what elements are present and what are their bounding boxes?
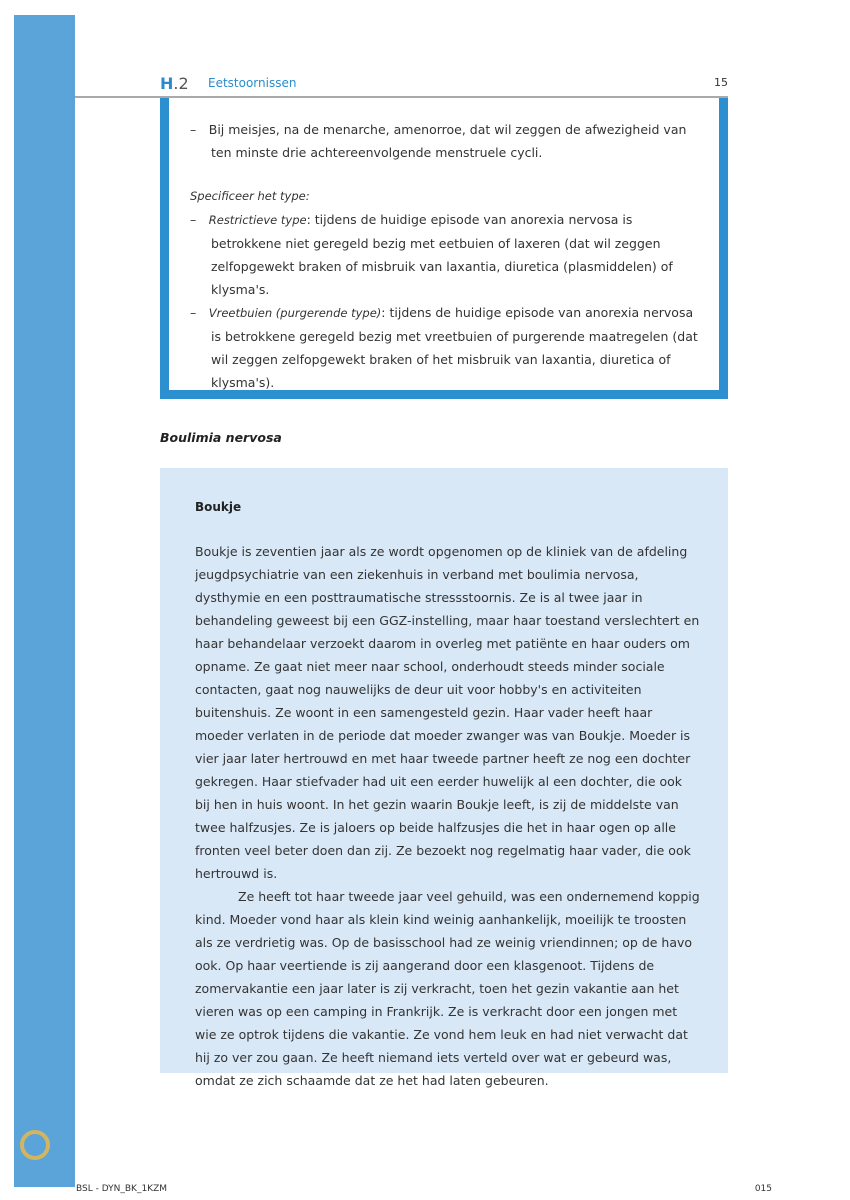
footer-page-number: 015 [754, 1184, 772, 1194]
section-heading: Boulimia nervosa [160, 430, 282, 445]
chapter-number: H.2 [160, 74, 189, 93]
watermark-logo-icon [20, 1130, 50, 1160]
criteria-item-menarche: – Bij meisjes, na de menarche, amenorroe, dat wil zeggen de afwezigheid van ten minste drie achtereenvolgende menstruele cycli. [190, 122, 687, 160]
page-header [75, 68, 728, 98]
case-title: Boukje [195, 500, 242, 514]
criteria-text [190, 118, 700, 394]
specify-type-label: Specificeer het type: [190, 189, 310, 203]
page-number: 15 [714, 76, 728, 89]
criteria-item-restrictive: – Restrictieve type: tijdens de huidige episode van anorexia nervosa is betrokkene niet geregeld bezig met eetbuien of laxeren (dat wil zeggen zelfopgewekt braken of misbruik van laxantia, diuretica (plasmiddelen) of klysma's. [190, 212, 673, 297]
case-paragraph: Ze heeft tot haar tweede jaar veel gehuild, was een ondernemend koppig kind. Moeder vond haar als klein kind weinig aanhankelijk, moeilijk te troosten als ze verdrietig was. Op de basisschool had ze weinig vriendinnen; op de havo ook. Op haar veertiende is zij aangerand door een klasgenoot. Tijdens de zomervakantie een jaar later is zij verkracht, toen het gezin vakantie aan het vieren was op een camping in Frankrijk. Ze is verkracht door een jongen met wie ze optrok tijdens die vakantie. Ze vond hem leuk en had niet verwacht dat hij zo ver zou gaan. Ze heeft niemand iets verteld over wat er gebeurd was, omdat ze zich schaamde dat ze het had laten gebeuren. [195, 889, 700, 1088]
footer-left: BSL - DYN_BK_1KZM [76, 1184, 168, 1194]
left-margin-bar [14, 15, 75, 1187]
criteria-box [160, 98, 728, 399]
case-paragraph: Boukje is zeventien jaar als ze wordt opgenomen op de kliniek van de afdeling jeugdpsychiatrie van een ziekenhuis in verband met boulimia nervosa, dysthymie en een posttraumatische stressstoornis. Ze is al twee jaar in behandeling geweest bij een GGZ-instelling, maar haar toestand verslechtert en haar behandelaar verzoekt daarom in overleg met patiënte en haar ouders om opname. Ze gaat niet meer naar school, onderhoudt steeds minder sociale contacten, gaat nog nauwelijks de deur uit voor hobby's en activiteiten buitenshuis. Ze woont in een samengesteld gezin. Haar vader heeft haar moeder verlaten in de periode dat moeder zwanger was van Boukje. Moeder is vier jaar later hertrouwd en met haar tweede partner heeft ze nog een dochter gekregen. Haar stiefvader had uit een eerder huwelijk al een dochter, die ook bij hen in huis woont. In het gezin waarin Boukje leeft, is zij de middelste van twee halfzusjes. Ze is jaloers op beide halfzusjes die het in haar ogen op alle fronten veel beter doen dan zij. Ze bezoekt nog regelmatig haar vader, die ook hertrouwd is. [195, 544, 700, 881]
case-text [195, 540, 700, 1092]
chapter-title: Eetstoornissen [208, 76, 297, 90]
criteria-item-purging: – Vreetbuien (purgerende type): tijdens de huidige episode van anorexia nervosa is betrokkene geregeld bezig met vreetbuien of purgerende maatregelen (dat wil zeggen zelfopgewekt braken of het misbruik van laxantia, diuretica of klysma's). [190, 305, 698, 390]
case-box [160, 468, 728, 1088]
